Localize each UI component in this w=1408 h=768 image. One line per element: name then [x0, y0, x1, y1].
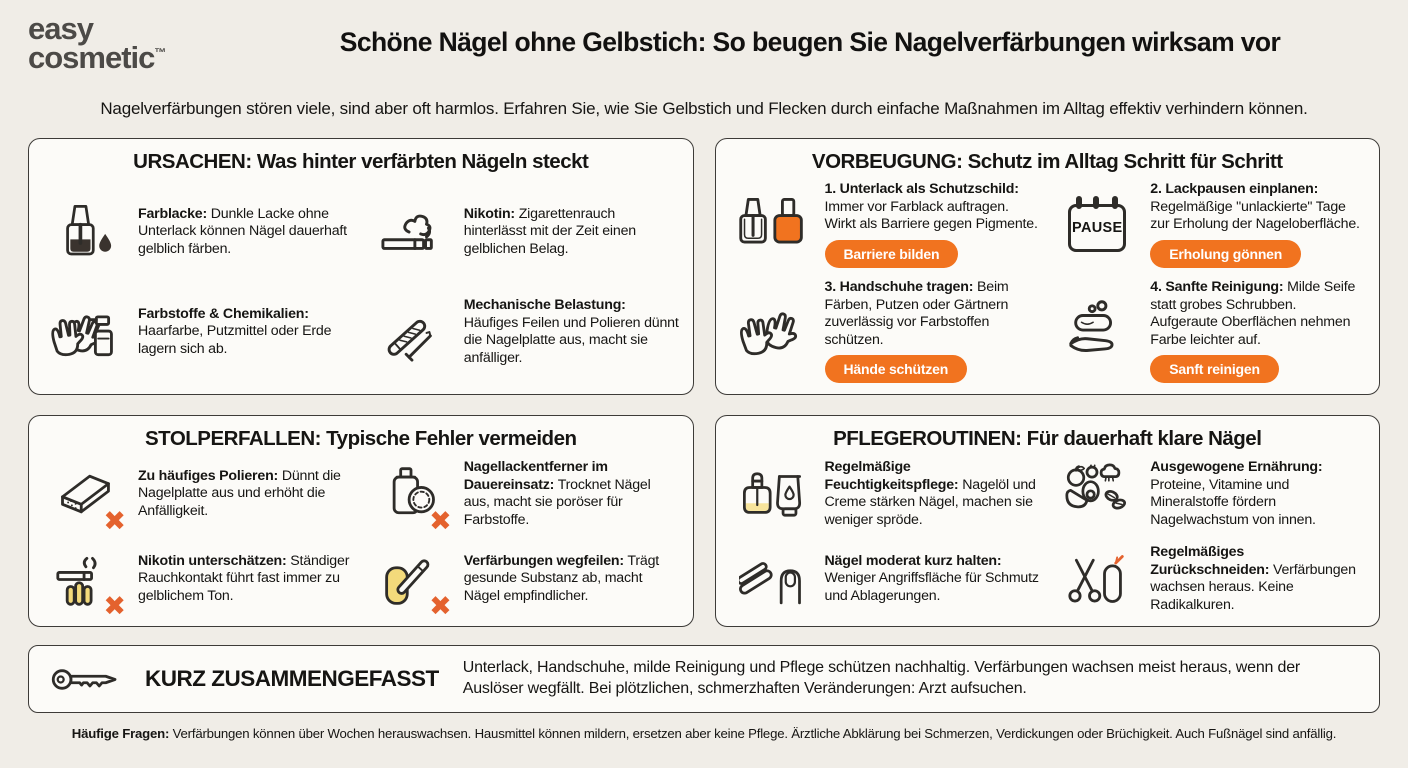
- item-description: Zigarettenrauch hinterlässt mit der Zeit einen gelblichen Belag.: [463, 205, 636, 258]
- item-lead: Verfärbungen wegfeilen:: [463, 552, 624, 569]
- calendar-body: [1068, 204, 1126, 252]
- x-mark-icon: ✖: [429, 591, 452, 622]
- panel-pflegeroutinen: [715, 415, 1381, 627]
- item-description: Haarfarbe, Putzmittel oder Erde lagern sich ab.: [138, 323, 332, 358]
- buffer-block-icon: [42, 456, 128, 537]
- footer-faq: [28, 726, 1380, 741]
- item-lead: Regelmäßiges Zurückschneiden:: [1150, 544, 1270, 578]
- calendar-label: PAUSE: [1072, 220, 1123, 237]
- gloves-icon: [729, 293, 815, 369]
- item-body: [464, 206, 680, 259]
- item-body: [138, 468, 354, 521]
- item-body: [825, 279, 1041, 383]
- panel-pflegeroutinen-title: PFLEGEROUTINEN: Für dauerhaft klare Nägel: [833, 427, 1262, 451]
- panel-stolperfallen-items: [42, 453, 680, 620]
- brand-line1: easy: [28, 11, 93, 46]
- item-body: [138, 553, 354, 606]
- summary-bar: [28, 645, 1380, 713]
- cigarette-fingers-icon: [42, 541, 128, 622]
- page-subtitle: Nagelverfärbungen stören viele, sind aber oft harmlos. Erfahren Sie, wie Sie Gelbstich und Flecken durch einfache Maßnahmen im Alltag effektiv verhindern können.: [100, 99, 1308, 119]
- file-nail-icon: [368, 541, 454, 622]
- item-description: Trocknet Nägel aus, macht sie poröser für Farbstoffe.: [463, 476, 651, 528]
- item-description: Regelmäßige "unlackierte" Tage zur Erholung der Nageloberfläche.: [1150, 198, 1360, 233]
- calendar-ring: [1093, 196, 1099, 209]
- calendar-ring: [1112, 196, 1118, 209]
- list-item: [368, 456, 680, 537]
- item-lead: Ausgewogene Ernährung:: [1150, 459, 1323, 476]
- x-mark-icon: ✖: [103, 591, 126, 622]
- list-item: [729, 279, 1041, 383]
- item-lead: Mechanische Belastung:: [463, 297, 626, 314]
- footer-text: Verfärbungen können über Wochen herauswachsen. Hausmittel können mildern, ersetzen aber keine Pflege. Ärztliche Abklärung bei Schmerzen, Verdickungen oder Brüchigkeit. Auch Fußnägel sind anfällig.: [172, 726, 1337, 742]
- item-description: Verfärbungen wachsen heraus. Keine Radikalkuren.: [1150, 561, 1356, 613]
- list-item: [42, 294, 354, 370]
- panel-stolperfallen: [28, 415, 694, 627]
- badge-sanft-reinigen: Sanft reinigen: [1150, 355, 1279, 383]
- panel-grid: [28, 138, 1380, 627]
- list-item: [42, 194, 354, 270]
- item-lead: Nikotin unterschätzen:: [138, 552, 287, 569]
- list-item: [368, 194, 680, 270]
- item-lead: Farblacke:: [138, 205, 207, 222]
- item-body: [1150, 544, 1366, 614]
- item-body: [825, 181, 1041, 268]
- item-body: [464, 553, 680, 606]
- item-description: Milde Seife statt grobes Schrubben. Aufgeraute Oberflächen nehmen Farbe leichter auf.: [1150, 278, 1356, 348]
- nail-file-icon: [368, 294, 454, 370]
- item-description: Weniger Angriffsfläche für Schmutz und Ablagerungen.: [824, 570, 1039, 605]
- panel-pflegeroutinen-items: [729, 453, 1367, 620]
- nail-clipper-icon: [729, 541, 815, 617]
- base-coat-bottles-icon: [729, 187, 815, 263]
- panel-vorbeugung: [715, 138, 1381, 395]
- item-body: [1150, 459, 1366, 529]
- badge-erholung-goennen: Erholung gönnen: [1150, 240, 1301, 268]
- item-body: [1150, 181, 1366, 268]
- list-item: [42, 541, 354, 622]
- summary-heading: KURZ ZUSAMMENGEFASST: [145, 666, 439, 692]
- item-body: [825, 553, 1041, 606]
- item-description: Dunkle Lacke ohne Unterlack können Nägel dauerhaft gelblich färben.: [138, 205, 347, 258]
- cigarette-icon: [368, 194, 454, 270]
- item-lead: Nikotin:: [463, 205, 515, 222]
- calendar-ring: [1076, 196, 1082, 209]
- item-lead: Nagellackentferner im Dauereinsatz:: [463, 459, 608, 493]
- brand-logo: [28, 11, 240, 76]
- item-description: Beim Färben, Putzen oder Gärtnern zuverlässig vor Farbstoffen schützen.: [824, 278, 1009, 348]
- item-lead: Zu häufiges Polieren:: [138, 467, 279, 484]
- list-item: [729, 181, 1041, 268]
- item-body: [138, 306, 354, 359]
- item-lead: 1. Unterlack als Schutzschild:: [824, 181, 1019, 198]
- list-item: [1054, 456, 1366, 532]
- summary-text: Unterlack, Handschuhe, milde Reinigung und Pflege schützen nachhaltig. Verfärbungen wachsen meist heraus, wenn der Auslöser wegfällt. Bei plötzlichen, schmerzhaften Veränderungen: Arzt aufsuchen.: [462, 659, 1301, 698]
- list-item: [368, 541, 680, 622]
- gloves-spray-icon: [42, 294, 128, 370]
- header: [28, 11, 1380, 76]
- brand-line2: cosmetic™: [28, 40, 167, 76]
- item-description: Immer vor Farblack auftragen. Wirkt als Barriere gegen Pigmente.: [824, 198, 1038, 233]
- item-body: [825, 459, 1041, 529]
- item-lead: 2. Lackpausen einplanen:: [1150, 181, 1319, 198]
- scissors-nail-icon: [1054, 541, 1140, 617]
- item-description: Häufiges Feilen und Polieren dünnt die Nagelplatte aus, macht sie anfälliger.: [463, 314, 679, 366]
- oil-cream-icon: [729, 456, 815, 532]
- item-description: Nagelöl und Creme stärken Nägel, machen sie weniger spröde.: [824, 476, 1036, 528]
- footer-lead: Häufige Fragen:: [71, 726, 170, 742]
- badge-haende-schuetzen: Hände schützen: [825, 355, 968, 383]
- pause-calendar-icon: [1054, 187, 1140, 263]
- list-item: [729, 541, 1041, 617]
- item-body: [138, 206, 354, 259]
- item-body: [464, 459, 680, 529]
- list-item: [1054, 279, 1366, 383]
- list-item: [42, 456, 354, 537]
- page-title: Schöne Nägel ohne Gelbstich: So beugen Sie Nagelverfärbungen wirksam vor: [339, 27, 1281, 57]
- item-lead: 3. Handschuhe tragen:: [824, 278, 974, 295]
- panel-vorbeugung-title: VORBEUGUNG: Schutz im Alltag Schritt für Schritt: [811, 150, 1283, 174]
- item-description: Dünnt die Nagelplatte aus und erhöht die Anfälligkeit.: [138, 467, 341, 520]
- list-item: [729, 456, 1041, 532]
- item-lead: Regelmäßige Feuchtigkeitspflege:: [824, 459, 959, 493]
- nail-polish-drop-icon: [42, 194, 128, 270]
- item-description: Ständiger Rauchkontakt führt fast immer zu gelblichem Ton.: [138, 552, 350, 605]
- panel-ursachen-items: [42, 176, 680, 388]
- item-body: [464, 297, 680, 367]
- list-item: [1054, 181, 1366, 268]
- x-mark-icon: ✖: [103, 506, 126, 537]
- soap-hand-icon: [1054, 293, 1140, 369]
- item-lead: 4. Sanfte Reinigung:: [1150, 278, 1284, 295]
- panel-ursachen-title: URSACHEN: Was hinter verfärbten Nägeln steckt: [133, 150, 589, 174]
- remover-pad-icon: [368, 456, 454, 537]
- item-description: Proteine, Vitamine und Mineralstoffe fördern Nagelwachstum von innen.: [1150, 476, 1316, 528]
- nutrition-icon: [1054, 456, 1140, 532]
- list-item: [1054, 541, 1366, 617]
- item-body: [1150, 279, 1366, 383]
- key-icon: [49, 657, 129, 701]
- trademark-symbol: ™: [154, 45, 167, 60]
- item-lead: Farbstoffe & Chemikalien:: [138, 305, 309, 322]
- panel-stolperfallen-title: STOLPERFALLEN: Typische Fehler vermeiden: [145, 427, 577, 451]
- item-lead: Nägel moderat kurz halten:: [824, 552, 1002, 569]
- panel-vorbeugung-items: [729, 176, 1367, 388]
- x-mark-icon: ✖: [429, 506, 452, 537]
- item-description: Trägt gesunde Substanz ab, macht Nägel empfindlicher.: [463, 552, 660, 605]
- badge-barriere-bilden: Barriere bilden: [825, 240, 959, 268]
- list-item: [368, 294, 680, 370]
- panel-ursachen: [28, 138, 694, 395]
